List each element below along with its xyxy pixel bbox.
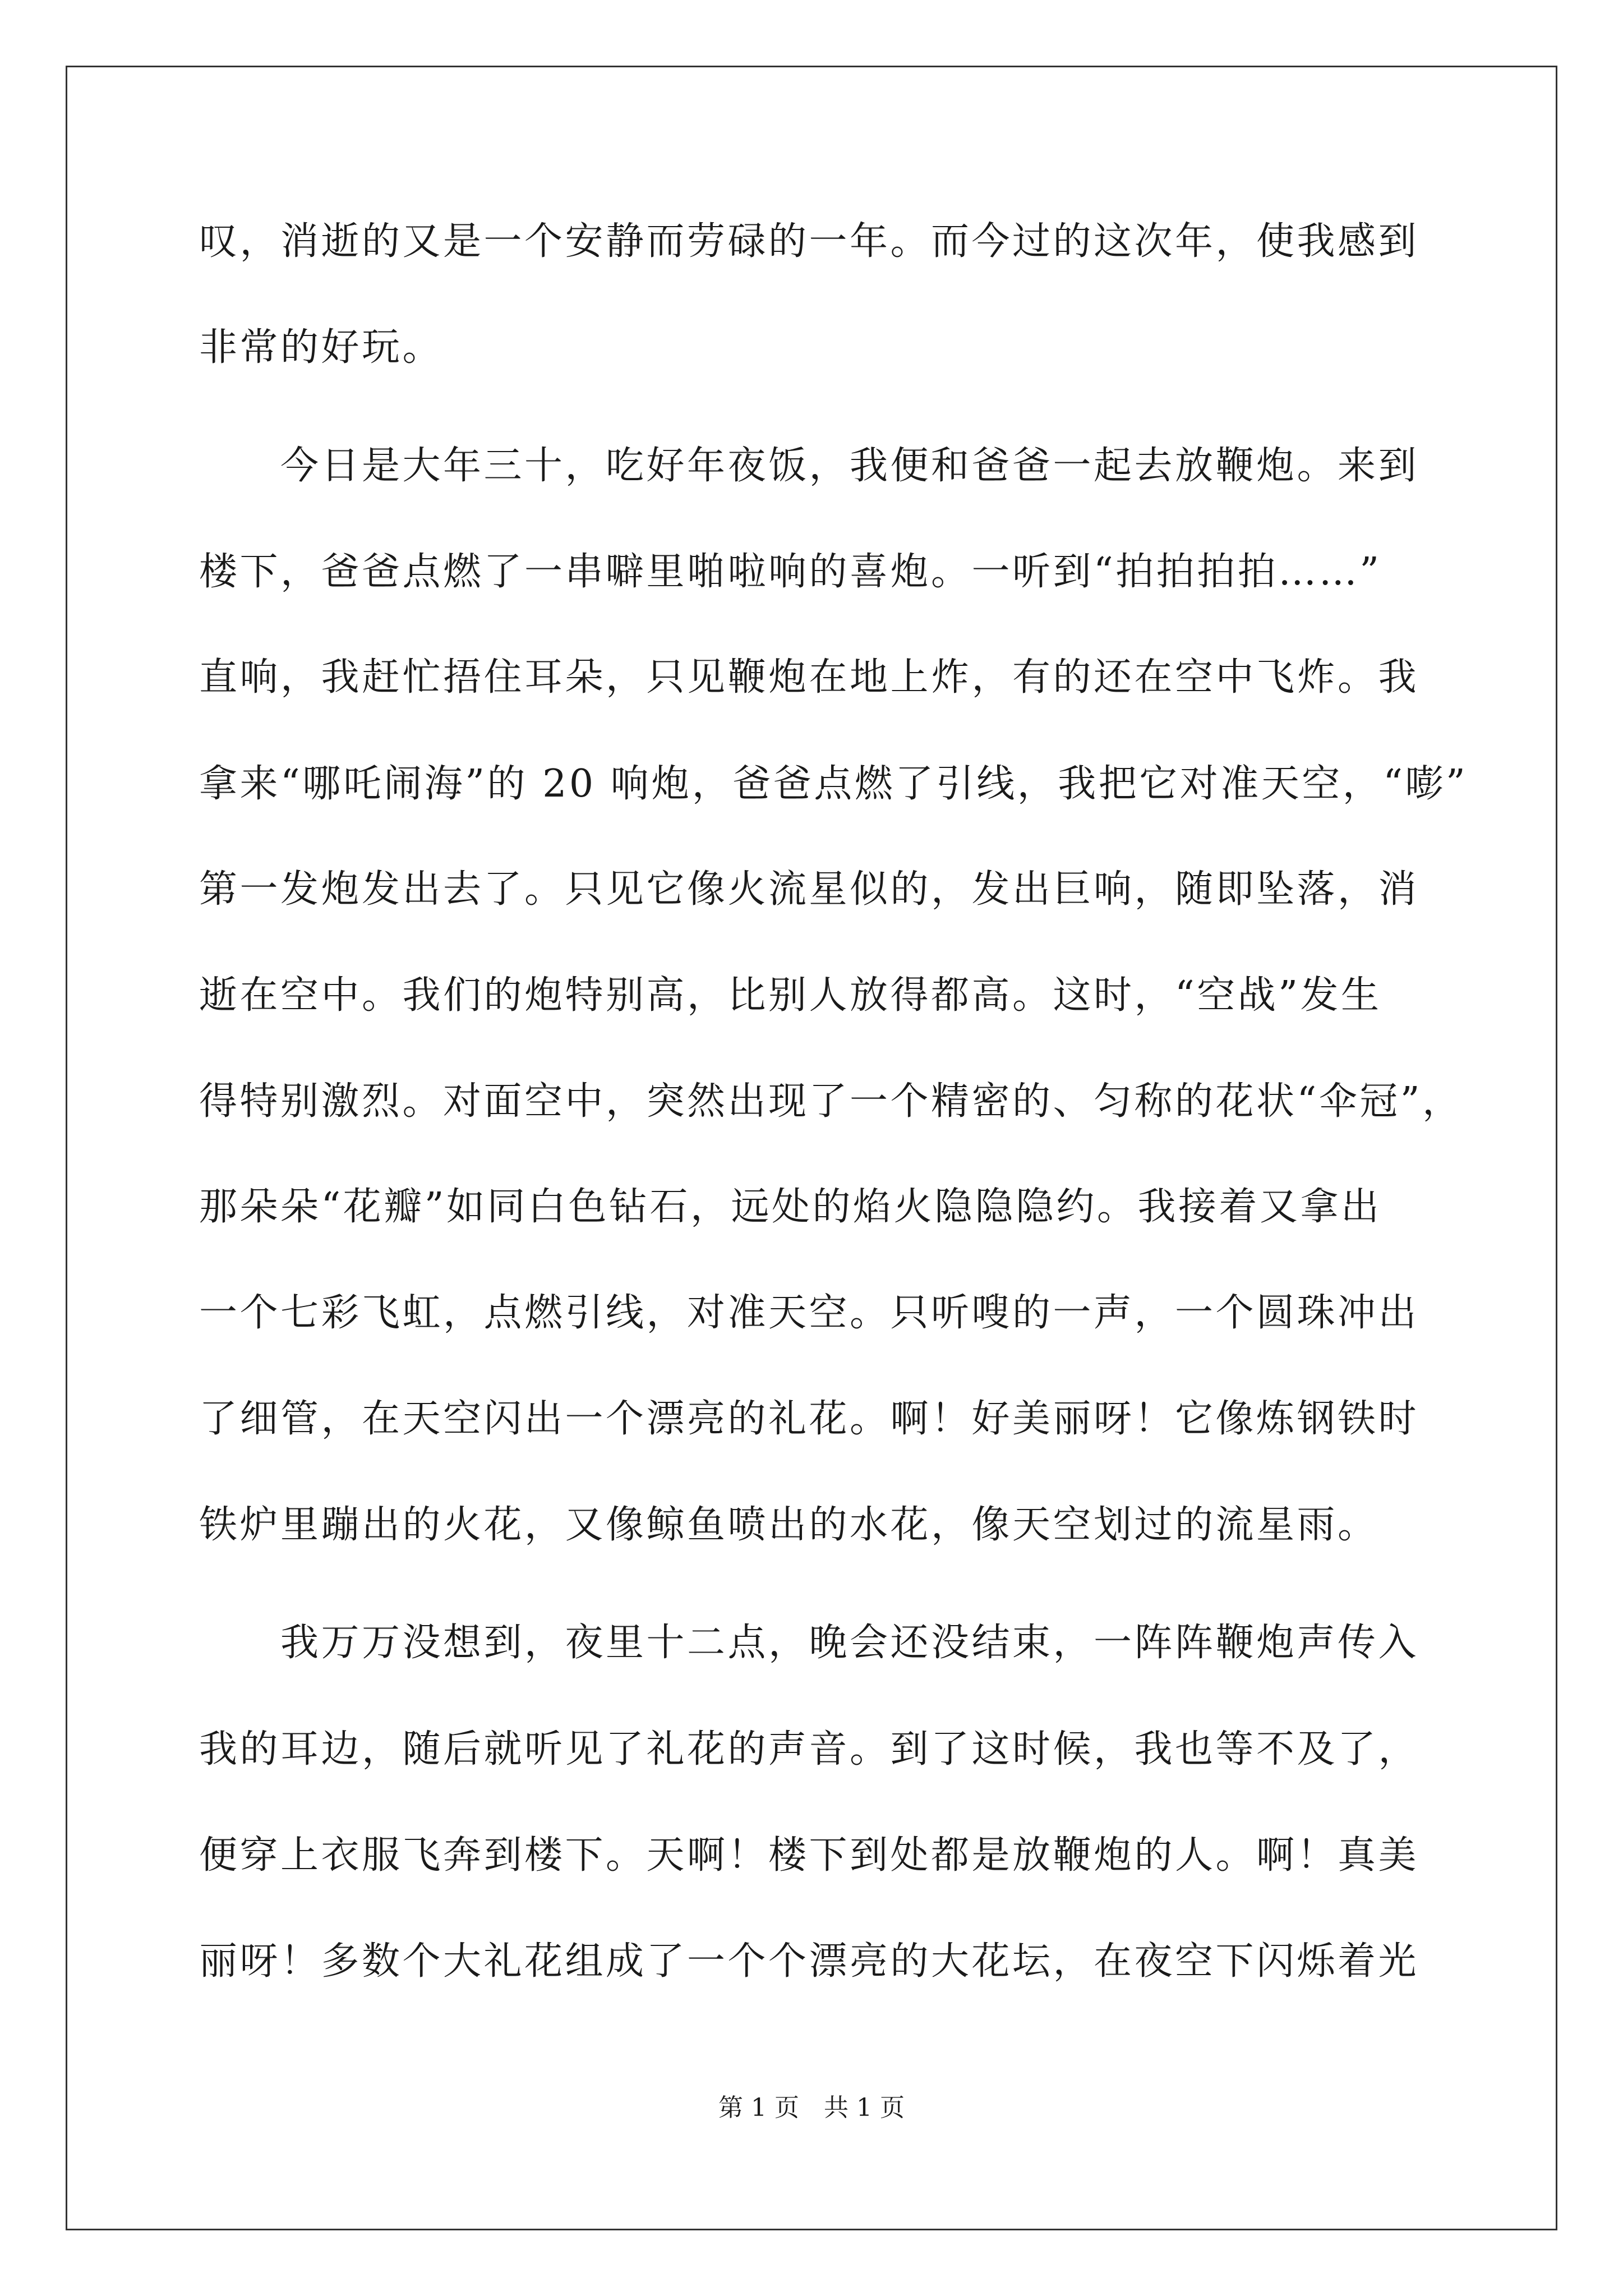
text-line-12: 了细管，在天空闪出一个漂亮的礼花。啊！好美丽呀！它像炼钢铁时 [199,1397,1419,1441]
text-line-8: 逝在空中。我们的炮特别高，比别人放得都高。这时，“空战”发生 [199,973,1382,1018]
text-line-6: 拿来“哪吒闹海”的 20 响炮，爸爸点燃了引线，我把它对准天空，“嘭” [199,762,1468,806]
text-line-16: 便穿上衣服飞奔到楼下。天啊！楼下到处都是放鞭炮的人。啊！真美 [199,1833,1419,1878]
text-line-5: 直响，我赶忙捂住耳朵，只见鞭炮在地上炸，有的还在空中飞炸。我 [199,655,1419,700]
text-line-7: 第一发炮发出去了。只见它像火流星似的，发出巨响，随即坠落，消 [199,867,1419,912]
text-line-4: 楼下，爸爸点燃了一串噼里啪啦响的喜炮。一听到“拍拍拍拍……” [199,550,1382,594]
text-line-11: 一个七彩飞虹，点燃引线，对准天空。只听嗖的一声，一个圆珠冲出 [199,1291,1419,1335]
text-line-2: 非常的好玩。 [199,325,444,370]
text-line-17: 丽呀！多数个大礼花组成了一个个漂亮的大花坛，在夜空下闪烁着光 [199,1939,1419,1984]
text-line-1: 叹，消逝的又是一个安静而劳碌的一年。而今过的这次年，使我感到 [199,219,1419,264]
page-number-footer: 第 1 页 共 1 页 [718,2093,905,2122]
text-line-10: 那朵朵“花瓣”如同白色钻石，远处的焰火隐隐隐约。我接着又拿出 [199,1185,1382,1229]
text-line-3: 今日是大年三十，吃好年夜饭，我便和爸爸一起去放鞭炮。来到 [280,444,1419,488]
page-border [66,66,1557,2230]
text-line-9: 得特别激烈。对面空中，突然出现了一个精密的、匀称的花状“伞冠”， [199,1079,1463,1124]
text-line-14: 我万万没想到，夜里十二点，晚会还没结束，一阵阵鞭炮声传入 [280,1621,1419,1665]
text-line-15: 我的耳边，随后就听见了礼花的声音。到了这时候，我也等不及了， [199,1727,1419,1772]
text-line-13: 铁炉里蹦出的火花，又像鲸鱼喷出的水花，像天空划过的流星雨。 [199,1503,1378,1547]
